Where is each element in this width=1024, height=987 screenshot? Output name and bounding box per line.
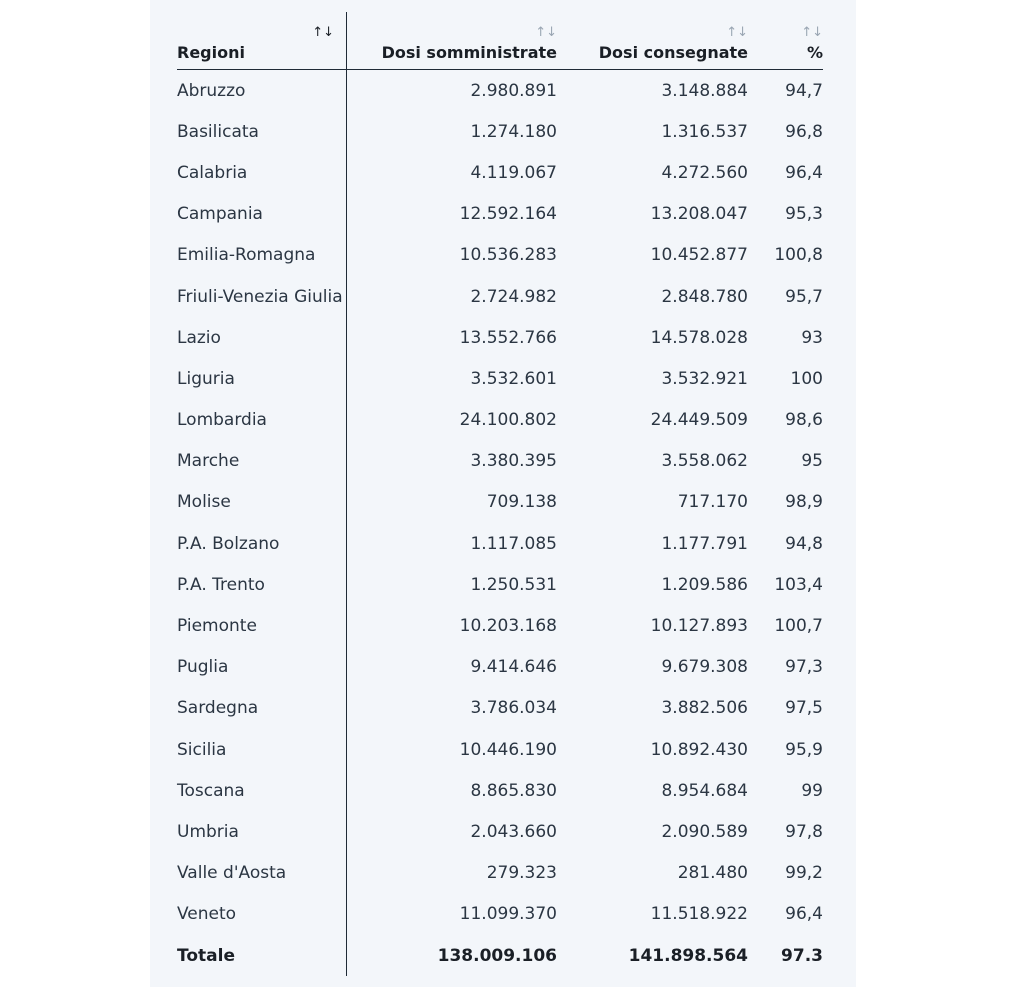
delivered-doses-cell: 10.127.893 <box>650 616 748 637</box>
percent-cell: 95,9 <box>785 739 823 760</box>
administered-doses-cell: 4.119.067 <box>470 162 557 183</box>
administered-doses-cell: 279.323 <box>486 863 557 884</box>
region-cell: Lombardia <box>177 400 347 441</box>
administered-doses-cell: 1.250.531 <box>470 574 557 595</box>
table-row <box>177 235 823 276</box>
delivered-doses-cell: 3.558.062 <box>661 451 748 472</box>
region-cell: Sardegna <box>177 688 347 729</box>
percent-cell: 95 <box>801 451 823 472</box>
table-row <box>177 70 823 112</box>
table-row <box>177 605 823 646</box>
table-row <box>177 564 823 605</box>
table-row <box>177 152 823 193</box>
region-cell: Sicilia <box>177 729 347 770</box>
administered-doses-cell: 3.532.601 <box>470 368 557 389</box>
percent-cell: 94,8 <box>785 533 823 554</box>
table-row <box>177 770 823 811</box>
percent-cell: 95,7 <box>785 286 823 307</box>
region-cell: Molise <box>177 482 347 523</box>
table-row <box>177 358 823 399</box>
region-cell: Piemonte <box>177 605 347 646</box>
administered-doses-cell: 1.117.085 <box>470 533 557 554</box>
column-label: % <box>806 43 823 62</box>
delivered-doses-cell: 8.954.684 <box>661 780 748 801</box>
table-row <box>177 400 823 441</box>
percent-cell: 100,8 <box>774 245 823 266</box>
region-cell: Friuli-Venezia Giulia <box>177 276 347 317</box>
administered-doses-cell: 9.414.646 <box>470 657 557 678</box>
region-cell: Toscana <box>177 770 347 811</box>
delivered-doses-cell: 3.148.884 <box>661 80 748 101</box>
total-label-cell: Totale <box>177 935 347 976</box>
table-row <box>177 647 823 688</box>
administered-doses-cell: 13.552.766 <box>459 327 557 348</box>
delivered-doses-cell: 24.449.509 <box>650 410 748 431</box>
region-cell: Marche <box>177 441 347 482</box>
percent-cell: 103,4 <box>774 574 823 595</box>
administered-doses-cell: 3.786.034 <box>470 698 557 719</box>
region-cell: Puglia <box>177 647 347 688</box>
percent-cell: 93 <box>801 327 823 348</box>
total-delivered-cell: 141.898.564 <box>628 945 748 966</box>
region-cell: P.A. Trento <box>177 564 347 605</box>
percent-cell: 97,5 <box>785 698 823 719</box>
region-cell: Umbria <box>177 811 347 852</box>
percent-cell: 97,3 <box>785 657 823 678</box>
total-percent-cell: 97.3 <box>781 945 823 966</box>
percent-cell: 95,3 <box>785 204 823 225</box>
table-row <box>177 276 823 317</box>
percent-cell: 99 <box>801 780 823 801</box>
administered-doses-cell: 1.274.180 <box>470 121 557 142</box>
percent-cell: 94,7 <box>785 80 823 101</box>
region-cell: Basilicata <box>177 111 347 152</box>
delivered-doses-cell: 11.518.922 <box>650 904 748 925</box>
table-total-row <box>177 935 823 976</box>
region-cell: Emilia-Romagna <box>177 235 347 276</box>
percent-cell: 96,4 <box>785 904 823 925</box>
table-row <box>177 523 823 564</box>
percent-cell: 98,9 <box>785 492 823 513</box>
table-row <box>177 194 823 235</box>
region-cell: Lazio <box>177 317 347 358</box>
administered-doses-cell: 11.099.370 <box>459 904 557 925</box>
delivered-doses-cell: 3.532.921 <box>661 368 748 389</box>
column-header-dosi-somministrate[interactable] <box>347 12 558 70</box>
delivered-doses-cell: 2.090.589 <box>661 821 748 842</box>
column-label: Regioni <box>177 43 245 62</box>
table-row <box>177 482 823 523</box>
table-header-row <box>177 12 823 70</box>
column-label: Dosi somministrate <box>381 43 557 62</box>
administered-doses-cell: 709.138 <box>486 492 557 513</box>
delivered-doses-cell: 1.177.791 <box>661 533 748 554</box>
table-row <box>177 688 823 729</box>
percent-cell: 96,8 <box>785 121 823 142</box>
percent-cell: 100 <box>790 368 823 389</box>
delivered-doses-cell: 10.452.877 <box>650 245 748 266</box>
table-row <box>177 317 823 358</box>
delivered-doses-cell: 1.209.586 <box>661 574 748 595</box>
column-header-regioni[interactable] <box>177 12 347 70</box>
table-row <box>177 853 823 894</box>
percent-cell: 96,4 <box>785 162 823 183</box>
table-body <box>177 70 823 977</box>
table-row <box>177 441 823 482</box>
region-cell: Calabria <box>177 152 347 193</box>
column-header-dosi-consegnate[interactable] <box>557 12 748 70</box>
administered-doses-cell: 24.100.802 <box>459 410 557 431</box>
delivered-doses-cell: 2.848.780 <box>661 286 748 307</box>
administered-doses-cell: 2.980.891 <box>470 80 557 101</box>
administered-doses-cell: 2.043.660 <box>470 821 557 842</box>
table-row <box>177 894 823 935</box>
administered-doses-cell: 10.536.283 <box>459 245 557 266</box>
region-cell: P.A. Bolzano <box>177 523 347 564</box>
sort-arrows-icon[interactable]: ↑↓ <box>801 25 823 40</box>
delivered-doses-cell: 717.170 <box>677 492 748 513</box>
delivered-doses-cell: 4.272.560 <box>661 162 748 183</box>
administered-doses-cell: 10.203.168 <box>459 616 557 637</box>
region-cell: Liguria <box>177 358 347 399</box>
percent-cell: 97,8 <box>785 821 823 842</box>
delivered-doses-cell: 14.578.028 <box>650 327 748 348</box>
region-cell: Valle d'Aosta <box>177 853 347 894</box>
total-administered-cell: 138.009.106 <box>437 945 557 966</box>
delivered-doses-cell: 1.316.537 <box>661 121 748 142</box>
region-cell: Campania <box>177 194 347 235</box>
delivered-doses-cell: 9.679.308 <box>661 657 748 678</box>
administered-doses-cell: 2.724.982 <box>470 286 557 307</box>
percent-cell: 99,2 <box>785 863 823 884</box>
administered-doses-cell: 8.865.830 <box>470 780 557 801</box>
delivered-doses-cell: 10.892.430 <box>650 739 748 760</box>
table-row <box>177 111 823 152</box>
sort-arrows-icon[interactable]: ↑↓ <box>312 25 334 40</box>
column-label: Dosi consegnate <box>598 43 748 62</box>
percent-cell: 98,6 <box>785 410 823 431</box>
delivered-doses-cell: 3.882.506 <box>661 698 748 719</box>
region-cell: Abruzzo <box>177 70 347 112</box>
vaccine-doses-table <box>177 12 823 976</box>
sort-arrows-icon[interactable]: ↑↓ <box>535 25 557 40</box>
sort-arrows-icon[interactable]: ↑↓ <box>726 25 748 40</box>
administered-doses-cell: 3.380.395 <box>470 451 557 472</box>
table-row <box>177 811 823 852</box>
delivered-doses-cell: 13.208.047 <box>650 204 748 225</box>
administered-doses-cell: 12.592.164 <box>459 204 557 225</box>
percent-cell: 100,7 <box>774 616 823 637</box>
region-cell: Veneto <box>177 894 347 935</box>
column-header-percent[interactable] <box>748 12 823 70</box>
table-row <box>177 729 823 770</box>
administered-doses-cell: 10.446.190 <box>459 739 557 760</box>
delivered-doses-cell: 281.480 <box>677 863 748 884</box>
